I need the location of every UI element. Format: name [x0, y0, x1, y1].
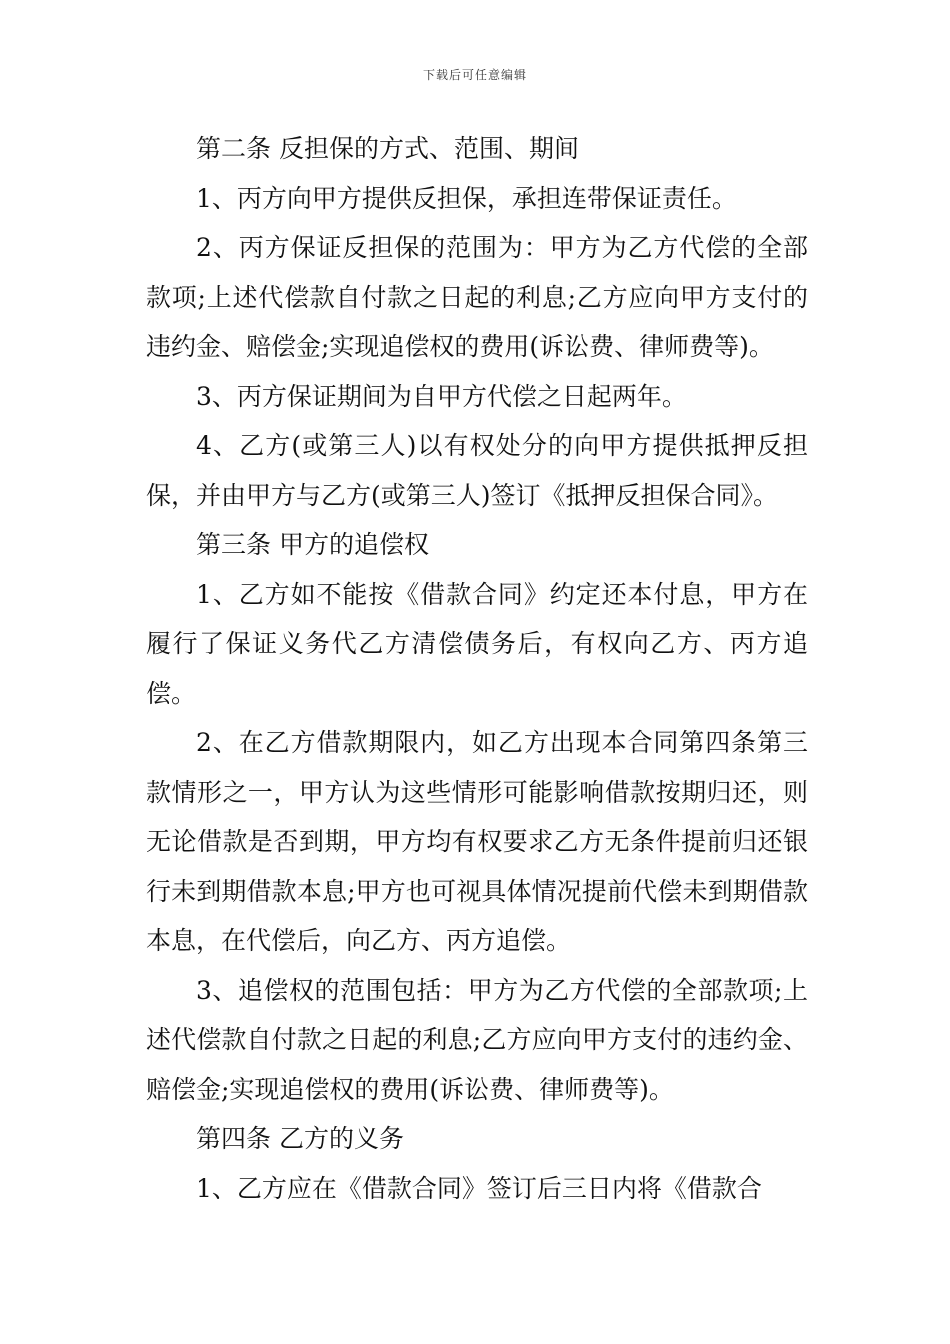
article-3-heading: 第三条 甲方的追偿权: [196, 530, 429, 559]
article-4-heading: 第四条 乙方的义务: [196, 1124, 404, 1153]
article-2-clause-3: 3、丙方保证期间为自甲方代偿之日起两年。: [196, 381, 687, 411]
article-3-clause-1: 1、乙方如不能按《借款合同》约定还本付息，甲方在履行了保证义务代乙方清偿债务后，有权向乙方、丙方追偿。: [146, 579, 808, 708]
article-4-clause-1: 1、乙方应在《借款合同》签订后三日内将《借款合: [196, 1173, 762, 1203]
document-body: [146, 124, 808, 1213]
article-3-clause-2: 2、在乙方借款期限内，如乙方出现本合同第四条第三款情形之一，甲方认为这些情形可能影响借款按期归还，则无论借款是否到期，甲方均有权要求乙方无条件提前归还银行未到期借款本息;甲方也可视具体情况提前代偿未到期借款本息，在代偿后，向乙方、丙方追偿。: [146, 728, 808, 955]
article-2-clause-2: 2、丙方保证反担保的范围为：甲方为乙方代偿的全部款项;上述代偿款自付款之日起的利息;乙方应向甲方支付的违约金、赔偿金;实现追偿权的费用(诉讼费、律师费等)。: [146, 233, 808, 361]
article-2-heading: 第二条 反担保的方式、范围、期间: [196, 134, 579, 163]
article-2-clause-1: 1、丙方向甲方提供反担保，承担连带保证责任。: [196, 183, 737, 213]
page-header-note: 下载后可任意编辑: [422, 68, 527, 82]
article-2-clause-4: 4、乙方(或第三人)以有权处分的向甲方提供抵押反担保，并由甲方与乙方(或第三人)签订《抵押反担保合同》。: [146, 431, 808, 510]
article-3-clause-3: 3、追偿权的范围包括：甲方为乙方代偿的全部款项;上述代偿款自付款之日起的利息;乙方应向甲方支付的违约金、赔偿金;实现追偿权的费用(诉讼费、律师费等)。: [146, 975, 808, 1104]
